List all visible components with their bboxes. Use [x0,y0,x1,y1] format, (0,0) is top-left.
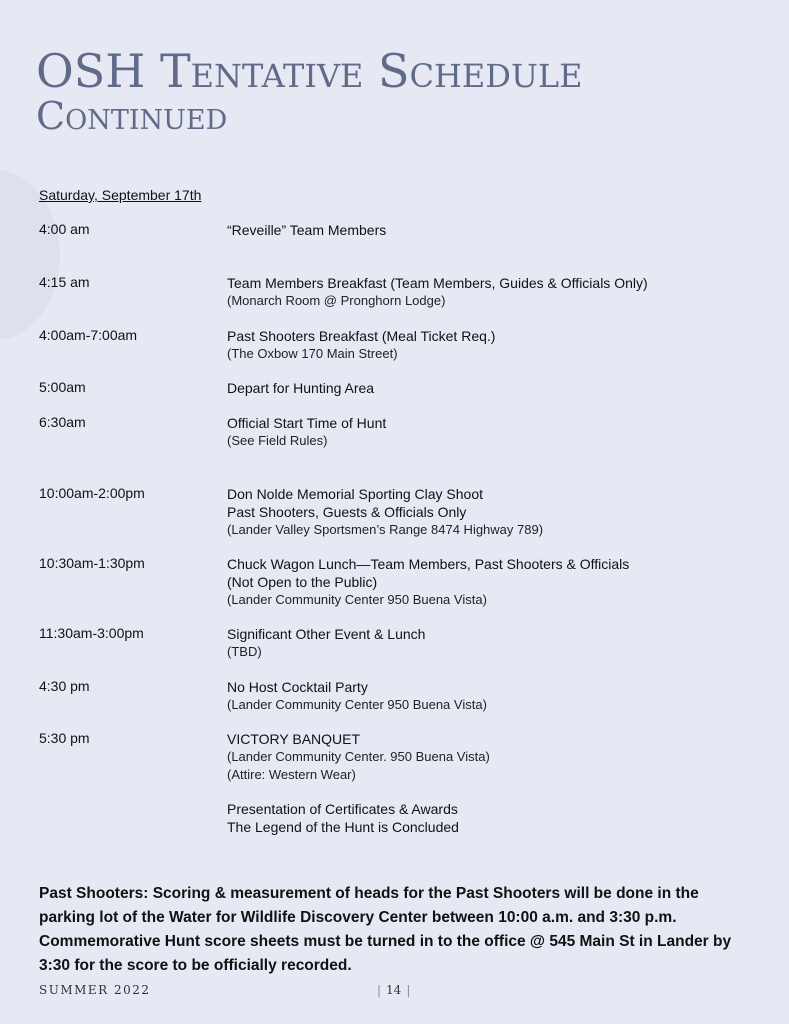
page-title-line1: OSH Tentative Schedule [36,44,583,98]
schedule-event: “Reveille” Team Members [227,222,387,238]
schedule-event: Official Start Time of Hunt [227,415,387,431]
schedule-description [227,800,757,836]
schedule-time: 11:30am-3:00pm [39,625,144,641]
schedule-event: Depart for Hunting Area [227,380,375,396]
schedule-time: 4:15 am [39,274,90,290]
schedule-event-detail: Past Shooters, Guests & Officials Only [227,504,467,520]
schedule-description [227,678,757,714]
schedule-description [227,730,757,784]
footer-issue: SUMMER 2022 [39,983,151,997]
schedule-time: 10:30am-1:30pm [39,555,145,571]
schedule-event: VICTORY BANQUET [227,731,361,747]
schedule-location: (Lander Community Center 950 Buena Vista) [227,697,487,712]
schedule-time: 5:00am [39,379,86,395]
schedule-time: 4:30 pm [39,678,90,694]
schedule-event: Chuck Wagon Lunch—Team Members, Past Shooters & Officials [227,556,630,572]
schedule-attire: (Attire: Western Wear) [227,767,356,782]
schedule-time: 4:00am-7:00am [39,327,138,343]
schedule-description [227,274,757,310]
schedule-location: (Lander Community Center 950 Buena Vista) [227,592,487,607]
schedule-description [227,485,757,539]
page-number: 14 [386,983,402,997]
schedule-time: 5:30 pm [39,730,90,746]
schedule-event: Presentation of Certificates & Awards [227,801,458,817]
schedule-location: (TBD) [227,644,262,659]
schedule-time: 10:00am-2:00pm [39,485,145,501]
schedule-description [227,625,757,661]
schedule-event: Don Nolde Memorial Sporting Clay Shoot [227,486,484,502]
footer-page-number [372,983,415,997]
footer-divider: | [377,983,382,997]
schedule-description [227,414,757,450]
schedule-location: (Monarch Room @ Pronghorn Lodge) [227,293,446,308]
schedule-event: No Host Cocktail Party [227,679,368,695]
schedule-location: (Lander Valley Sportsmen’s Range 8474 Highway 789) [227,522,544,537]
schedule-location: (Lander Community Center. 950 Buena Vista) [227,749,490,764]
page-title-line2: Continued [36,94,228,138]
schedule-event: Significant Other Event & Lunch [227,626,426,642]
schedule-event-detail: (Not Open to the Public) [227,574,378,590]
schedule-description [227,327,757,363]
schedule-location: (See Field Rules) [227,433,328,448]
day-heading: Saturday, September 17th [39,187,202,203]
schedule-description [227,221,757,239]
schedule-location: (The Oxbow 170 Main Street) [227,346,398,361]
schedule-event: Past Shooters Breakfast (Meal Ticket Req.) [227,328,496,344]
past-shooters-note: Past Shooters: Scoring & measurement of heads for the Past Shooters will be done in the parking lot of the Water for Wildlife Discovery Center between 10:00 a.m. and 3:30 p.m. Commemorative Hunt score sheets must be turned in to the office @ 545 Main St in Lander by 3:30 for the score to be officially recorded. [39,885,732,974]
schedule-description [227,555,757,609]
page-title [36,44,583,138]
schedule-description [227,379,757,397]
schedule-time: 4:00 am [39,221,90,237]
footer-divider: | [406,983,411,997]
schedule-event-detail: The Legend of the Hunt is Concluded [227,819,459,835]
schedule-time: 6:30am [39,414,86,430]
schedule-event: Team Members Breakfast (Team Members, Guides & Officials Only) [227,275,648,291]
